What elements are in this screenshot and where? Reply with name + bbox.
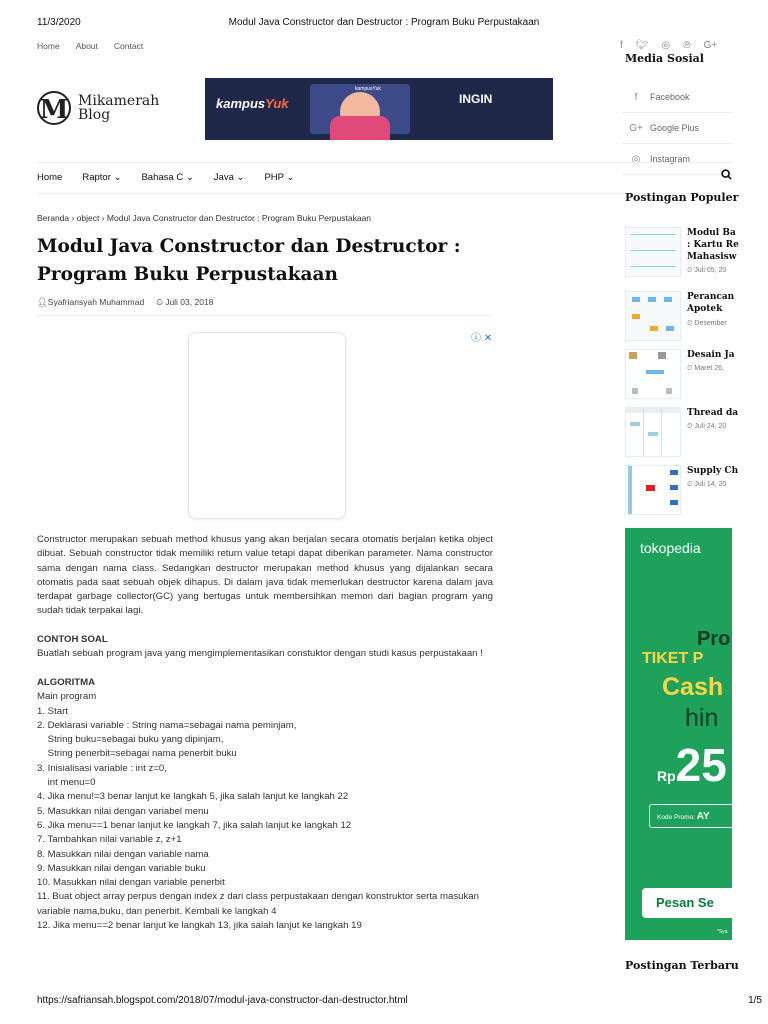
algoritma-line: 11. Buat object array perpus dengan index z dari class perpustakaan dengan konstruktor serta masukan variable nama,buku, dan penerbit. Kembali ke langkah 4 bbox=[37, 891, 482, 917]
populer-item-title: Perancan Apotek bbox=[687, 292, 735, 314]
ad-choices-icon[interactable]: ⓘ ✕ bbox=[471, 333, 493, 344]
algoritma-line: 9. Masukkan nilai dengan variable buku bbox=[37, 862, 206, 874]
populer-item-title: Modul Ba : Kartu Re Mahasisw bbox=[687, 228, 739, 262]
post-title: Modul Java Constructor dan Destructor : Program Buku Perpustakaan bbox=[37, 236, 461, 285]
algoritma-line: 5. Masukkan nilai dengan variabel menu bbox=[37, 805, 209, 817]
sosial-instagram[interactable]: ◎ Instagram bbox=[622, 144, 732, 175]
instagram-icon: ◎ bbox=[631, 153, 641, 165]
algoritma-line: 10. Masukkan nilai dengan variable penerbit bbox=[37, 877, 225, 889]
nav-php[interactable]: PHP ⌄ bbox=[264, 172, 295, 183]
algoritma-line: Main program bbox=[37, 691, 97, 703]
populer-thumbnail bbox=[625, 349, 681, 399]
populer-thumbnail bbox=[625, 465, 681, 515]
populer-thumbnail bbox=[625, 227, 681, 277]
populer-item[interactable] bbox=[625, 407, 739, 457]
clock-icon: ⏲︎ bbox=[156, 297, 166, 307]
algoritma-lines bbox=[37, 690, 493, 933]
print-page-number: 1/5 bbox=[748, 995, 762, 1006]
algoritma-line: 3. Inisialisasi variable : int z=0, bbox=[37, 762, 167, 774]
algoritma-line: String buku=sebagai buku yang dipinjam, bbox=[37, 734, 224, 746]
populer-item[interactable] bbox=[625, 227, 739, 277]
ad-line: TIKET P bbox=[642, 650, 704, 667]
twitter-icon[interactable]: 🐦︎ bbox=[635, 40, 649, 51]
populer-item-title: Supply Ch bbox=[687, 466, 739, 476]
print-title: Modul Java Constructor dan Destructor : Program Buku Perpustakaan bbox=[228, 17, 540, 28]
top-links bbox=[37, 41, 143, 51]
tokopedia-ad[interactable] bbox=[625, 528, 732, 940]
algoritma-line: 4. Jika menu!=3 benar lanjut ke langkah 5, jika salah lanjut ke langkah 22 bbox=[37, 791, 349, 803]
populer-thumbnail bbox=[625, 407, 681, 457]
populer-item-date: ⏲︎ Juli 24, 20 bbox=[687, 423, 727, 430]
toplink-home[interactable]: Home bbox=[37, 41, 60, 51]
populer-title: Postingan Populer bbox=[625, 191, 739, 204]
algoritma-line: 7. Tambahkan nilai variable z, z+1 bbox=[37, 834, 182, 846]
populer-item[interactable] bbox=[625, 349, 735, 399]
search-icon[interactable] bbox=[721, 169, 732, 183]
algoritma-line: 2. Deklarasi variable : String nama=sebagai nama peminjam, bbox=[37, 719, 297, 731]
logo-line2: Blog bbox=[78, 107, 111, 123]
banner-illustration-caption: kampusYuk bbox=[355, 86, 381, 92]
soal-text: Buatlah sebuah program java yang mengimplementasikan constuktor dengan studi kasus perpustakaan ! bbox=[37, 648, 483, 660]
populer-item[interactable] bbox=[625, 291, 735, 341]
nav-bahasa-c[interactable]: Bahasa C ⌄ bbox=[141, 172, 194, 183]
populer-item-date: ⏲︎ Juli 14, 20 bbox=[687, 481, 727, 488]
print-url: https://safriansah.blogspot.com/2018/07/modul-java-constructor-dan-destructor.html bbox=[37, 995, 408, 1006]
sosial-facebook[interactable]: f Facebook bbox=[622, 82, 732, 113]
google-plus-icon[interactable]: G+ bbox=[703, 40, 718, 51]
tokopedia-logo: tokopedia bbox=[640, 540, 701, 556]
facebook-icon: f bbox=[634, 91, 638, 103]
populer-thumbnail bbox=[625, 291, 681, 341]
ad-line: Pro bbox=[697, 628, 731, 650]
print-date: 11/3/2020 bbox=[37, 17, 81, 28]
toplink-contact[interactable]: Contact bbox=[113, 41, 144, 51]
algoritma-line: 6. Jika menu==1 benar lanjut ke langkah 7, jika salah lanjut ke langkah 12 bbox=[37, 819, 352, 831]
ad-line: Cash bbox=[662, 673, 724, 701]
logo-mark[interactable]: M bbox=[37, 91, 71, 125]
populer-item-title: Thread da bbox=[687, 408, 739, 418]
post-meta bbox=[37, 297, 213, 308]
pinterest-icon[interactable]: ℗ bbox=[683, 40, 691, 51]
algoritma-line: String penerbit=sebagai nama penerbit buku bbox=[37, 748, 237, 760]
breadcrumb[interactable]: Beranda › object › Modul Java Constructor dan Destructor : Program Buku Perpustakaan bbox=[37, 213, 372, 223]
populer-item-date: ⏲︎ Maret 26, bbox=[687, 365, 724, 372]
algoritma-line: 1. Start bbox=[37, 705, 68, 717]
media-sosial-title: Media Sosial bbox=[625, 52, 704, 65]
sosial-google-plus[interactable]: G+ Google Plus bbox=[622, 113, 732, 144]
ad-line: hin bbox=[685, 704, 719, 732]
divider bbox=[37, 315, 493, 316]
user-icon: 👤︎ bbox=[37, 297, 48, 307]
google-plus-icon: G+ bbox=[629, 122, 643, 134]
algoritma-line: int menu=0 bbox=[37, 777, 96, 789]
toplink-about[interactable]: About bbox=[75, 41, 98, 51]
facebook-icon[interactable]: f bbox=[620, 40, 623, 51]
banner-cta: INGIN bbox=[459, 92, 493, 106]
nav-items bbox=[37, 172, 294, 183]
logo-text[interactable] bbox=[78, 94, 159, 122]
post-content bbox=[37, 533, 493, 933]
social-top bbox=[620, 40, 717, 51]
algoritma-heading: ALGORITMA bbox=[37, 676, 96, 688]
ad-cta-button[interactable]: Pesan Se bbox=[642, 888, 742, 918]
populer-item-date: ⏲︎ Juli 05, 20 bbox=[687, 267, 727, 274]
populer-item-date: ⏲︎ Desember bbox=[687, 320, 727, 327]
banner-brand: kampusYuk bbox=[216, 96, 289, 111]
nav-java[interactable]: Java ⌄ bbox=[213, 172, 245, 183]
soal-heading: CONTOH SOAL bbox=[37, 634, 108, 646]
populer-item[interactable] bbox=[625, 465, 739, 515]
nav-home[interactable]: Home bbox=[37, 172, 63, 183]
terbaru-title: Postingan Terbaru bbox=[625, 959, 739, 972]
ad-terms: *Sya bbox=[717, 929, 728, 935]
intro-paragraph: Constructor merupakan sebuah method khusus yang akan berjalan secara otomatis berjalan ketika object dibuat. Sebuah constructor tidak memiliki return value tetapi dapat diberikan parameter. Nama constructor sama dengan nama class. Sedangkan destructor merupakan method khusus yang dijalankan secara otomatis pada saat sebuah objek dihapus. Di dalam java tidak memerlukan destructor karena dalam java terdapat garbage collector(GC) yang bertugas untuk membersihkan memori dari bagian program yang sudah tidak terpakai lagi. bbox=[37, 534, 493, 617]
banner-person-body bbox=[330, 116, 390, 140]
algoritma-line: 12. Jika menu==2 benar lanjut ke langkah 13, jika salah lanjut ke langkah 19 bbox=[37, 920, 362, 932]
main-nav bbox=[37, 162, 732, 194]
ad-promo-code: Kode Promo: AY bbox=[649, 804, 739, 828]
post-date: ⏲︎ Juli 03, 2018 bbox=[156, 297, 214, 307]
populer-item-title: Desain Ja bbox=[687, 350, 735, 360]
content-ad[interactable] bbox=[188, 332, 346, 519]
nav-raptor[interactable]: Raptor ⌄ bbox=[82, 172, 122, 183]
post-author[interactable]: 👤︎Syafriansyah Muhammad bbox=[37, 297, 145, 307]
logo-line1: Mikamerah bbox=[78, 93, 160, 109]
algoritma-line: 8. Masukkan nilai dengan variable nama bbox=[37, 848, 209, 860]
instagram-icon[interactable]: ◎ bbox=[661, 40, 671, 51]
ad-amount: Rp25 bbox=[657, 739, 727, 791]
